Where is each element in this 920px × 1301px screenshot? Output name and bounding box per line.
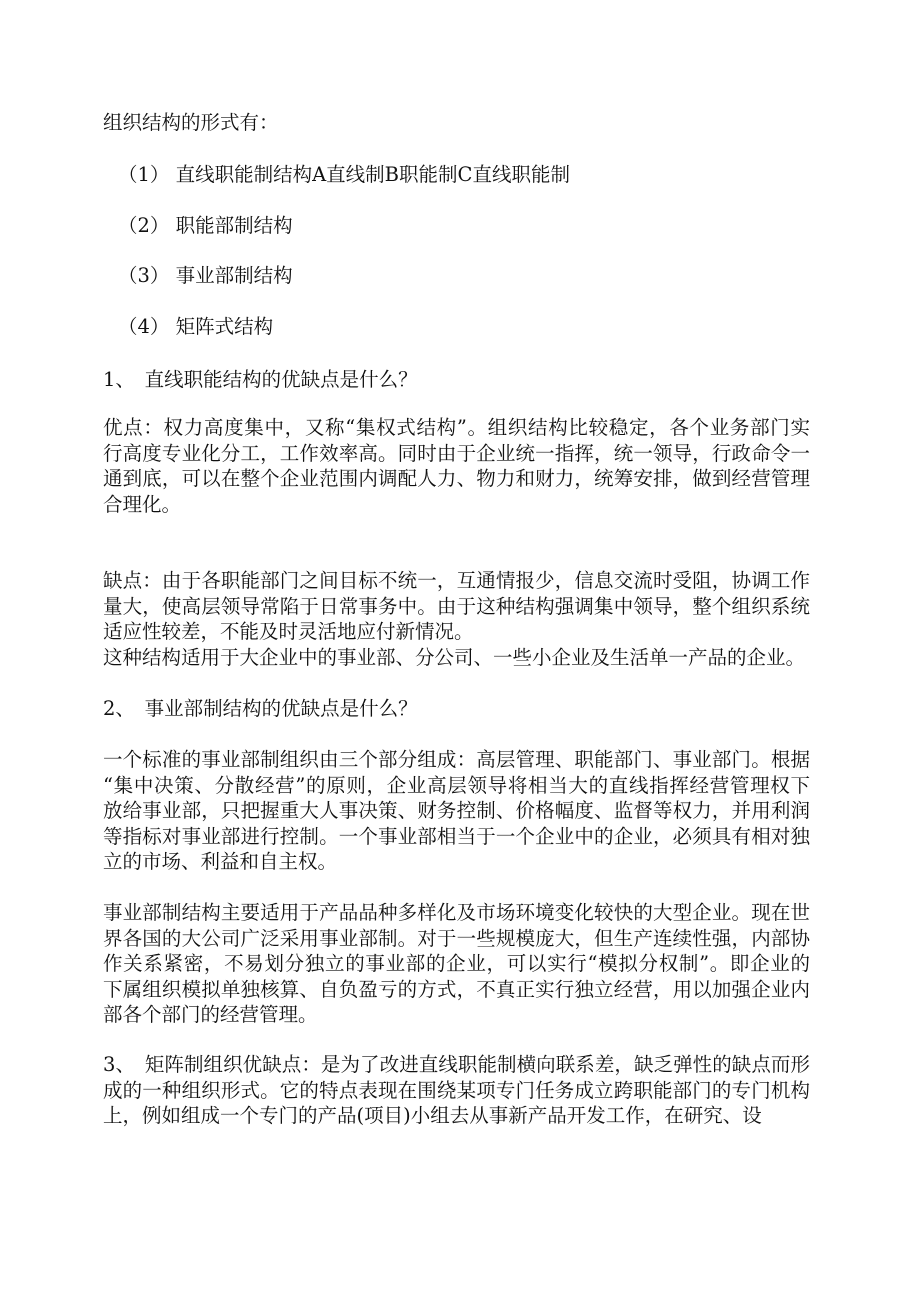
text-line: 优点：权力高度集中，又称“集权式结构”。组织结构比较稳定，各个业务部门实: [103, 416, 810, 439]
text-line: 成的一种组织形式。它的特点表现在围绕某项专门任务成立跨职能部门的专门机构: [103, 1078, 810, 1102]
text-line: 作关系紧密，不易划分独立的事业部的企业，可以实行“模拟分权制”。即企业的: [103, 952, 810, 975]
text-line: 一个标准的事业部制组织由三个部分组成：高层管理、职能部门、事业部门。根据: [103, 748, 810, 771]
text-line: 事业部制结构主要适用于产品品种多样化及市场环境变化较快的大型企业。现在世: [103, 901, 810, 924]
text-line: 下属组织模拟单独核算、自负盈亏的方式，不真正实行独立经营，用以加强企业内: [103, 977, 810, 1001]
text-line: 部各个部门的经营管理。: [103, 1003, 318, 1026]
q2-applicability-paragraph: [103, 900, 810, 1028]
q1-advantages-paragraph: [103, 415, 810, 517]
q1-applicability-paragraph: [103, 645, 810, 671]
text-line: 通到底，可以在整个企业范围内调配人力、物力和财力，统筹安排，做到经营管理: [103, 467, 810, 490]
question-3-paragraph: [103, 1052, 810, 1129]
form-item-4: （4） 矩阵式结构: [118, 315, 274, 338]
text-line: 界各国的大公司广泛采用事业部制。对于一些规模庞大，但生产连续性强，内部协: [103, 926, 810, 950]
form-item-1: （1） 直线职能制结构A直线制B职能制C直线职能制: [118, 163, 570, 186]
form-item-2: （2） 职能部制结构: [118, 214, 293, 237]
text-line: 适应性较差，不能及时灵活地应付新情况。: [103, 620, 474, 643]
question-1: 1、 直线职能结构的优缺点是什么？: [103, 368, 418, 391]
intro-heading: 组织结构的形式有：: [103, 111, 279, 134]
text-line: 放给事业部，只把握重大人事决策、财务控制、价格幅度、监督等权力，并用利润: [103, 799, 810, 822]
text-line: 3、 矩阵制组织优缺点：是为了改进直线职能制横向联系差，缺乏弹性的缺点而形: [103, 1053, 810, 1076]
text-line: “集中决策、分散经营”的原则，企业高层领导将相当大的直线指挥经营管理权下: [103, 773, 810, 797]
question-2: 2、 事业部制结构的优缺点是什么？: [103, 697, 418, 720]
text-line: 这种结构适用于大企业中的事业部、分公司、一些小企业及生活单一产品的企业。: [103, 646, 806, 669]
form-item-3: （3） 事业部制结构: [118, 264, 293, 287]
text-line: 合理化。: [103, 492, 182, 516]
text-line: 量大，使高层领导常陷于日常事务中。由于这种结构强调集中领导，整个组织系统: [103, 594, 810, 618]
text-line: 上，例如组成一个专门的产品(项目)小组去从事新产品开发工作，在研究、设: [103, 1104, 762, 1127]
q1-disadvantages-paragraph: [103, 568, 810, 645]
q2-description-paragraph: [103, 747, 810, 875]
text-line: 行高度专业化分工，工作效率高。同时由于企业统一指挥，统一领导，行政命令一: [103, 441, 810, 465]
text-line: 等指标对事业部进行控制。一个事业部相当于一个企业中的企业，必须具有相对独: [103, 824, 810, 848]
text-line: 缺点：由于各职能部门之间目标不统一，互通情报少，信息交流时受阻，协调工作: [103, 569, 810, 592]
text-line: 立的市场、利益和自主权。: [103, 850, 338, 873]
